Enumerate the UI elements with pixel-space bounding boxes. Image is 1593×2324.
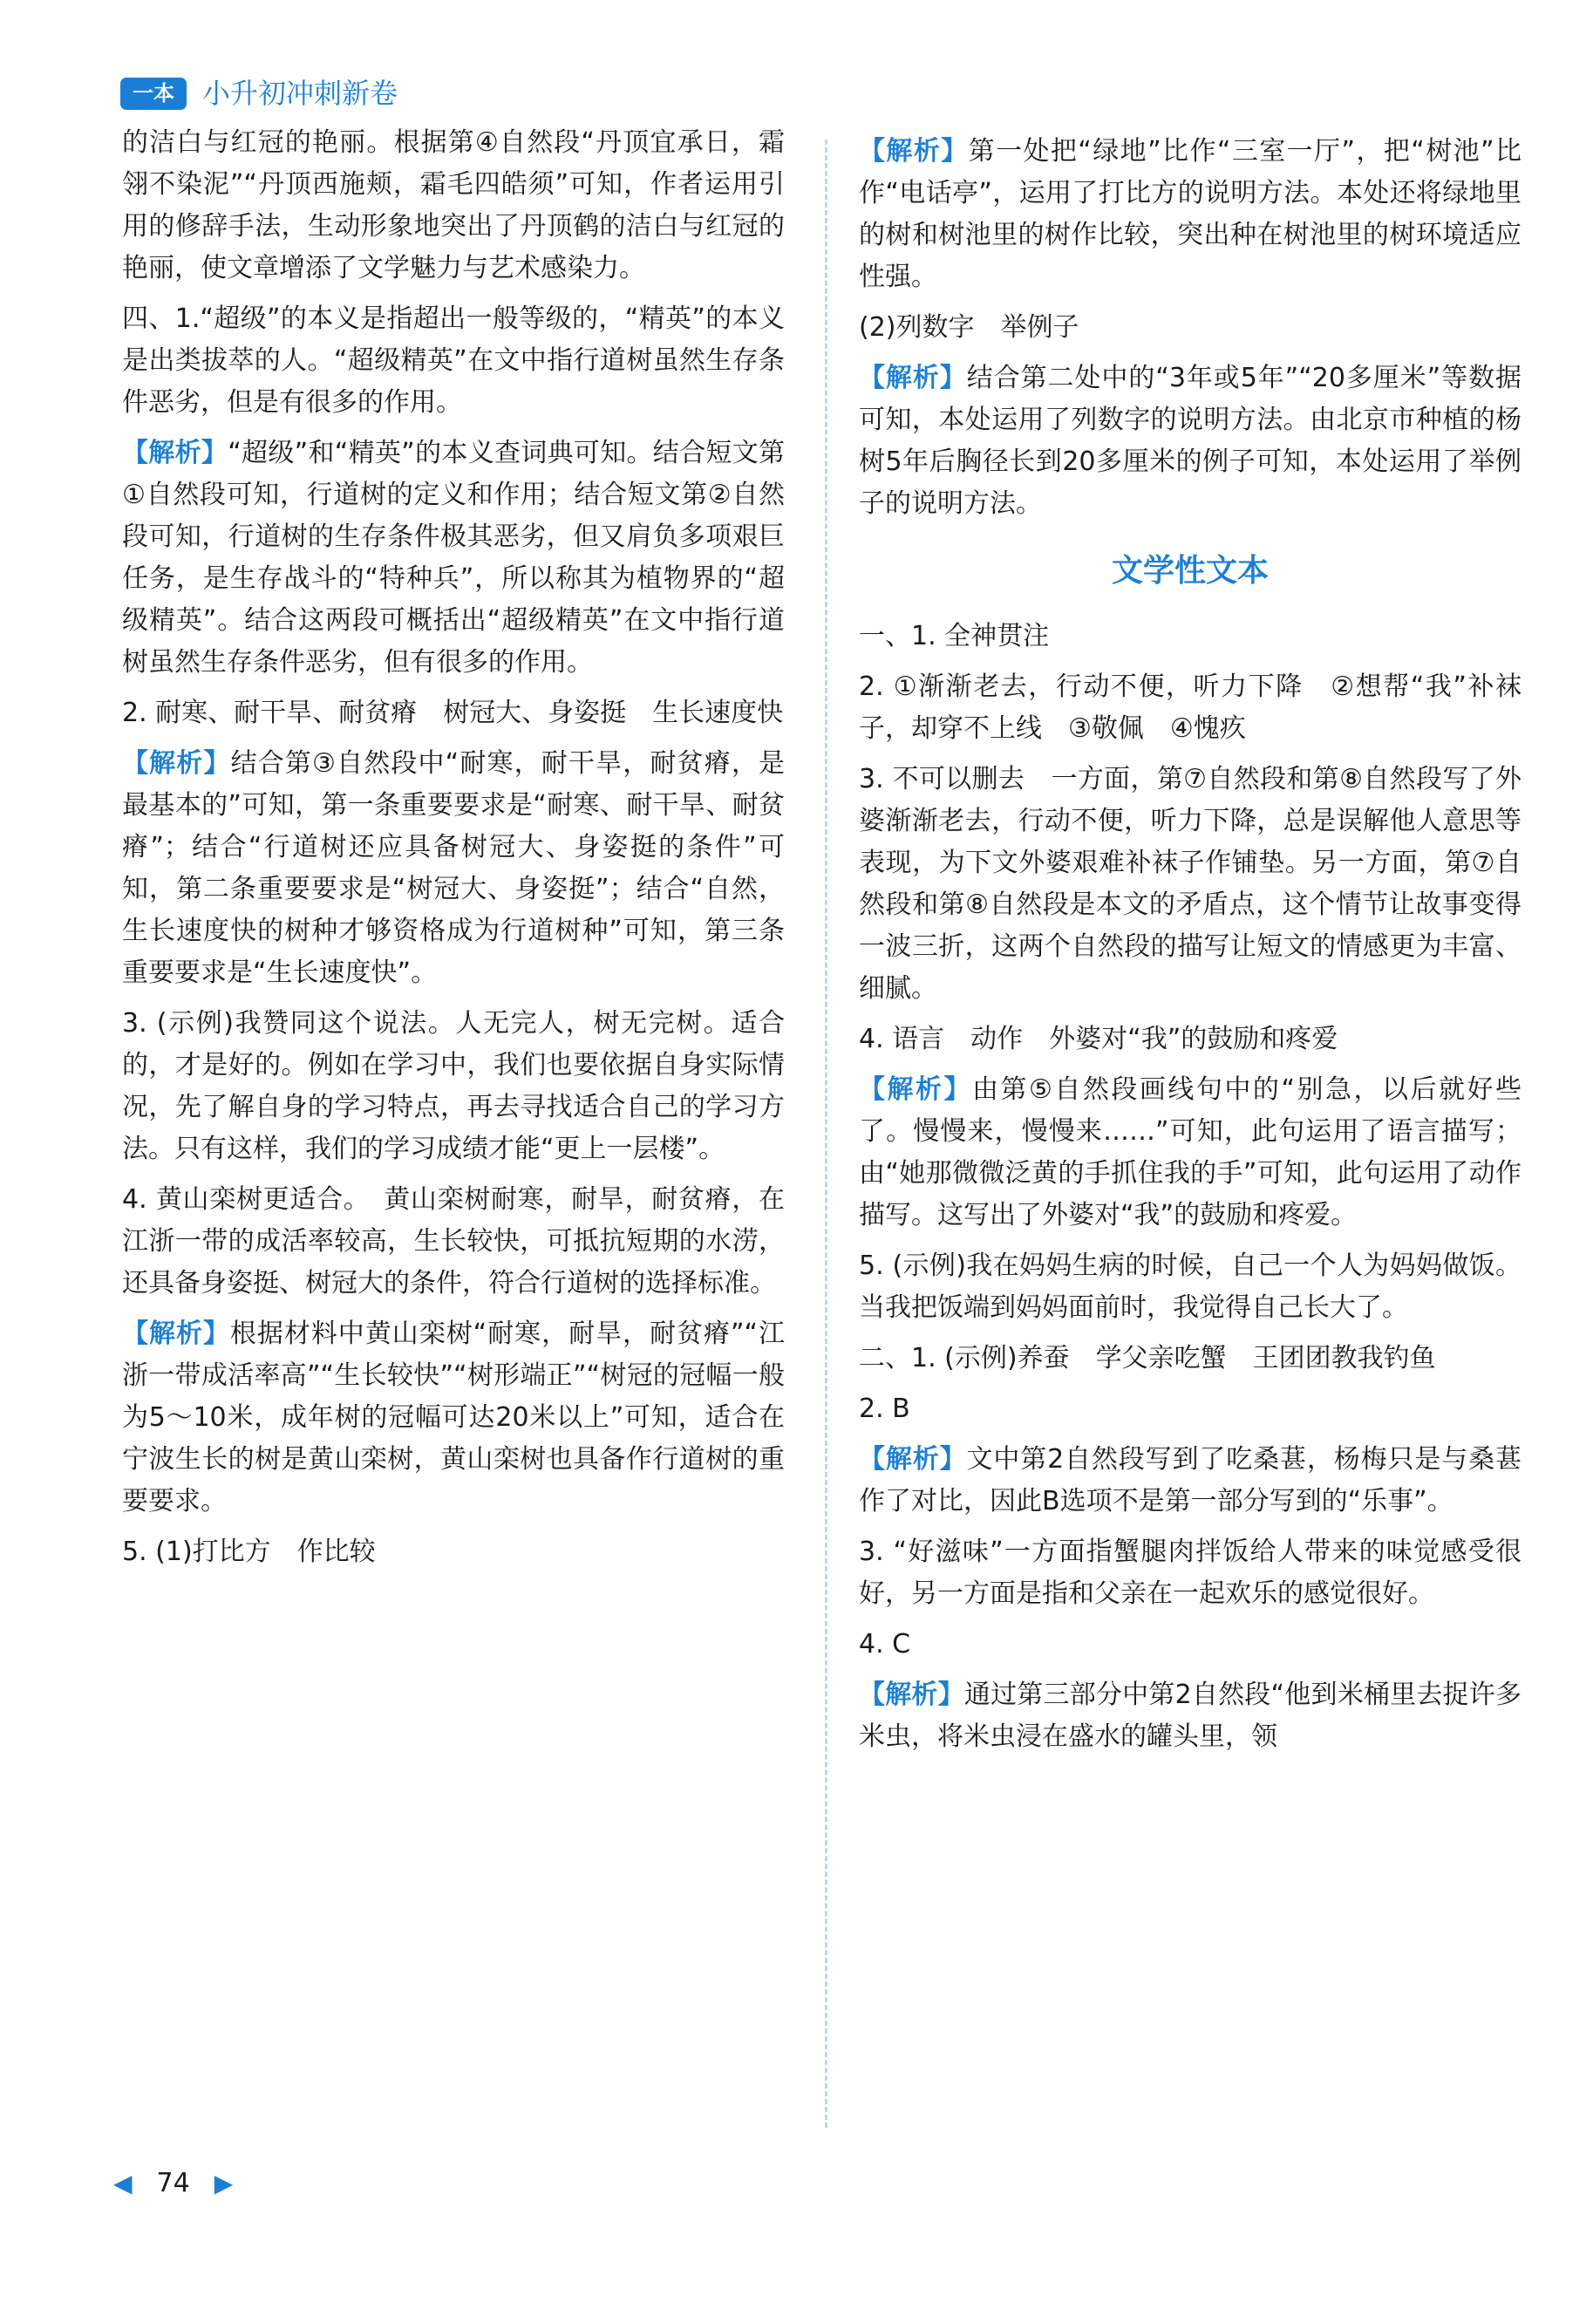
analysis: 【解析】由第⑤自然段画线句中的“别急，以后就好些了。慢慢来，慢慢来……”可知，此句运用了语言描写；由“她那微微泛黄的手抓住我的手”可知，此句运用了动作描写。这写出了外婆对“我”的鼓励和疼爱。 <box>859 1073 1522 1230</box>
analysis: 【解析】“超级”和“精英”的本义查词典可知。结合短文第①自然段可知，行道树的定义和作用；结合短文第②自然段可知，行道树的生存条件极其恶劣，但又肩负多项艰巨任务，是生存战斗的“特种兵”，所以称其为植物界的“超级精英”。结合这两段可概括出“超级精英”在文中指行道树虽然生存条件恶劣，但有很多的作用。 <box>122 438 786 678</box>
brand <box>120 72 398 116</box>
paragraph: (2)列数字 举例子 <box>859 312 1079 343</box>
page-number: 74 <box>156 2168 190 2198</box>
paragraph: 一、1. 全神贯注 <box>859 620 1050 651</box>
paragraph: 5. (示例)我在妈妈生病的时候，自己一个人为妈妈做饭。当我把饭端到妈妈面前时，我觉得自己长大了。 <box>859 1250 1522 1323</box>
analysis-tag: 【解析】 <box>859 363 967 393</box>
paragraph: 4. C <box>859 1628 911 1660</box>
prev-page-icon[interactable]: ◀ <box>113 2168 133 2198</box>
section-title: 文学性文本 <box>1111 553 1269 589</box>
paragraph: 3. 不可以删去 一方面，第⑦自然段和第⑧自然段写了外婆渐渐老去，行动不便，听力下降，总是误解他人意思等表现，为下文外婆艰难补袜子作铺垫。另一方面，第⑦自然段和第⑧自然段是本文的矛盾点，这个情节让故事变得一波三折，这两个自然段的描写让短文的情感更为丰富、细腻。 <box>859 763 1522 1004</box>
analysis-tag: 【解析】 <box>859 1679 964 1710</box>
analysis-tag: 【解析】 <box>122 1319 230 1349</box>
analysis: 【解析】根据材料中黄山栾树“耐寒，耐旱，耐贫瘠”“江浙一带成活率高”“生长较快”“树形端正”“树冠的冠幅一般为5～10米，成年树的冠幅可达20米以上”可知，适合在宁波生长的树是黄山栾树，黄山栾树也具备作行道树的重要要求。 <box>122 1319 785 1516</box>
analysis: 【解析】第一处把“绿地”比作“三室一厅”，把“树池”比作“电话亭”，运用了打比方的说明方法。本处还将绿地里的树和树池里的树作比较，突出种在树池里的树环境适应性强。 <box>859 136 1522 292</box>
paragraph: 5. (1)打比方 作比较 <box>122 1537 376 1567</box>
paragraph: 3. (示例)我赞同这个说法。人无完人，树无完树。适合的，才是好的。例如在学习中，我们也要依据自身实际情况，先了解自身的学习特点，再去寻找适合自己的学习方法。只有这样，我们的学习成绩才能“更上一层楼”。 <box>122 1008 785 1164</box>
paragraph: 2. 耐寒、耐干旱、耐贫瘠 树冠大、身姿挺 生长速度快 <box>122 698 784 728</box>
right-column <box>859 131 1522 1767</box>
analysis-tag: 【解析】 <box>859 136 969 167</box>
paragraph: 四、1.“超级”的本义是指超出一般等级的，“精英”的本义是出类拔萃的人。“超级精英”在文中指行道树虽然生存条件恶劣，但是有很多的作用。 <box>122 303 785 418</box>
paragraph: 4. 黄山栾树更适合。 黄山栾树耐寒，耐旱，耐贫瘠，在江浙一带的成活率较高，生长较快，可抵抗短期的水涝，还具备身姿挺、树冠大的条件，符合行道树的选择标准。 <box>122 1184 785 1298</box>
footer <box>113 2163 233 2205</box>
analysis-tag: 【解析】 <box>122 748 231 779</box>
analysis: 【解析】结合第③自然段中“耐寒，耐干旱，耐贫瘠，是最基本的”可知，第一条重要要求是“耐寒、耐干旱、耐贫瘠”；结合“行道树还应具备树冠大、身姿挺的条件”可知，第二条重要要求是“树冠大、身姿挺”；结合“自然，生长速度快的树种才够资格成为行道树种”可知，第三条重要要求是“生长速度快”。 <box>122 748 785 988</box>
column-divider <box>825 140 827 2128</box>
analysis-tag: 【解析】 <box>859 1443 967 1475</box>
paragraph: 2. B <box>859 1393 910 1424</box>
paragraph: 2. ①渐渐老去，行动不便，听力下降 ②想帮“我”补袜子，却穿不上线 ③敬佩 ④愧疚 <box>859 671 1522 744</box>
next-page-icon[interactable]: ▶ <box>214 2168 234 2198</box>
logo: 一本 <box>120 78 187 111</box>
paragraph: 3. “好滋味”一方面指蟹腿肉拌饭给人带来的味觉感受很好，另一方面是指和父亲在一起欢乐的感觉很好。 <box>859 1536 1522 1609</box>
paragraph: 的洁白与红冠的艳丽。根据第④自然段“丹顶宜承日，霜翎不染泥”“丹顶西施颊，霜毛四皓须”可知，作者运用引用的修辞手法，生动形象地突出了丹顶鹤的洁白与红冠的艳丽，使文章增添了文学魅力与艺术感染力。 <box>122 127 785 283</box>
paragraph: 二、1. (示例)养蚕 学父亲吃蟹 王团团教我钓鱼 <box>859 1342 1436 1373</box>
left-column <box>122 122 785 1582</box>
analysis: 【解析】文中第2自然段写到了吃桑葚，杨梅只是与桑葚作了对比，因此B选项不是第一部分写到的“乐事”。 <box>859 1443 1522 1516</box>
analysis: 【解析】通过第三部分中第2自然段“他到米桶里去捉许多米虫，将米虫浸在盛水的罐头里，领 <box>859 1679 1522 1752</box>
paragraph: 4. 语言 动作 外婆对“我”的鼓励和疼爱 <box>859 1023 1338 1054</box>
analysis-tag: 【解析】 <box>122 438 228 468</box>
header <box>0 0 1593 113</box>
analysis-tag: 【解析】 <box>859 1073 973 1105</box>
analysis: 【解析】结合第二处中的“3年或5年”“20多厘米”等数据可知，本处运用了列数字的说明方法。由北京市种植的杨树5年后胸径长到20多厘米的例子可知，本处运用了举例子的说明方法。 <box>859 363 1522 519</box>
series-title: 小升初冲刺新卷 <box>202 77 398 110</box>
